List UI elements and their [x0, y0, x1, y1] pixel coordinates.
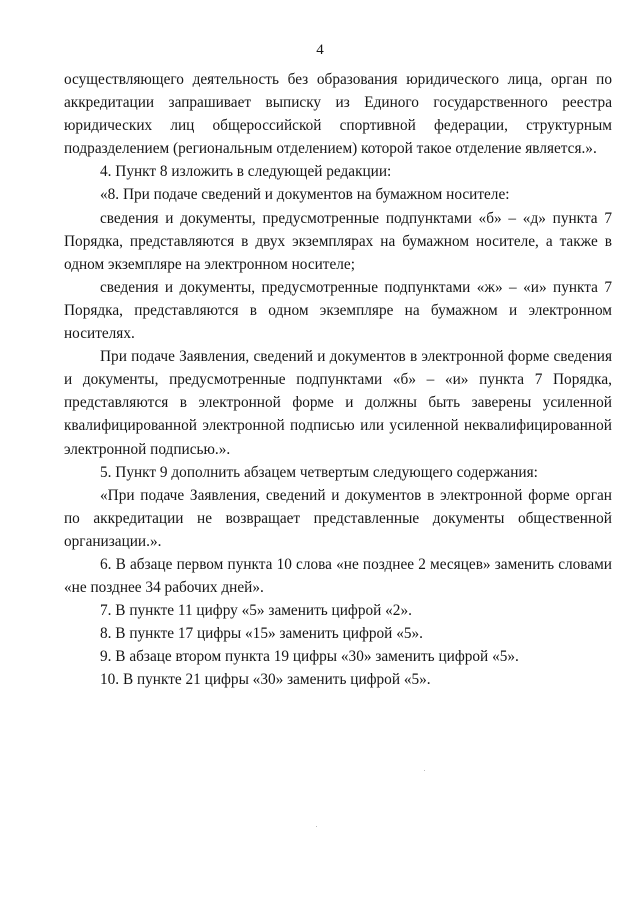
paragraph-item-5: 5. Пункт 9 дополнить абзацем четвертым следующего содержания:: [100, 463, 538, 481]
paragraph-continuation: осуществляющего деятельность без образования юридического лица, орган по аккредитации запрашивает выписку из Единого государственного реестра юридических лиц общероссийской спортивной федерации, структурным подразделением (региональным отделением) которой такое отделение является.».: [64, 71, 612, 158]
page-number: 4: [316, 42, 324, 58]
paragraph-item-10: 10. В пункте 21 цифры «30» заменить цифрой «5».: [100, 671, 431, 689]
paragraph-item-5-quote: «При подаче Заявления, сведений и документов в электронной форме орган по аккредитации не возвращает представленные документы общественной организации.».: [64, 486, 612, 550]
paragraph-item-8: 8. В пункте 17 цифры «15» заменить цифрой «5».: [100, 625, 423, 643]
paragraph-item-7: 7. В пункте 11 цифру «5» заменить цифрой «2».: [100, 602, 412, 620]
paragraph-item-8-heading: «8. При подаче сведений и документов на бумажном носителе:: [100, 186, 510, 204]
paragraph-item-8-sub-b-d: сведения и документы, предусмотренные подпунктами «б» – «д» пункта 7 Порядка, представляются в двух экземплярах на бумажном носителе, а также в одном экземпляре на электронном носителе;: [64, 209, 612, 273]
paragraph-item-9: 9. В абзаце втором пункта 19 цифры «30» заменить цифрой «5».: [100, 648, 519, 666]
document-body: [64, 68, 612, 692]
scan-speck: [316, 826, 317, 827]
paragraph-item-6: 6. В абзаце первом пункта 10 слова «не позднее 2 месяцев» заменить словами «не позднее 34 рабочих дней».: [64, 555, 612, 597]
paragraph-item-8-sub-zh-i: сведения и документы, предусмотренные подпунктами «ж» – «и» пункта 7 Порядка, представляются в одном экземпляре на бумажном и электронном носителях.: [64, 278, 612, 343]
paragraph-item-4: 4. Пункт 8 изложить в следующей редакции:: [100, 163, 392, 181]
paragraph-item-8-electronic: При подаче Заявления, сведений и документов в электронной форме сведения и документы, предусмотренные подпунктами «б» – «и» пункта 7 Порядка, представляются в электронной форме и должны быть заверены усиленной квалифицированной электронной подписью или усиленной неквалифицированной электронной подписью.».: [64, 348, 612, 458]
scan-speck: [424, 770, 425, 771]
